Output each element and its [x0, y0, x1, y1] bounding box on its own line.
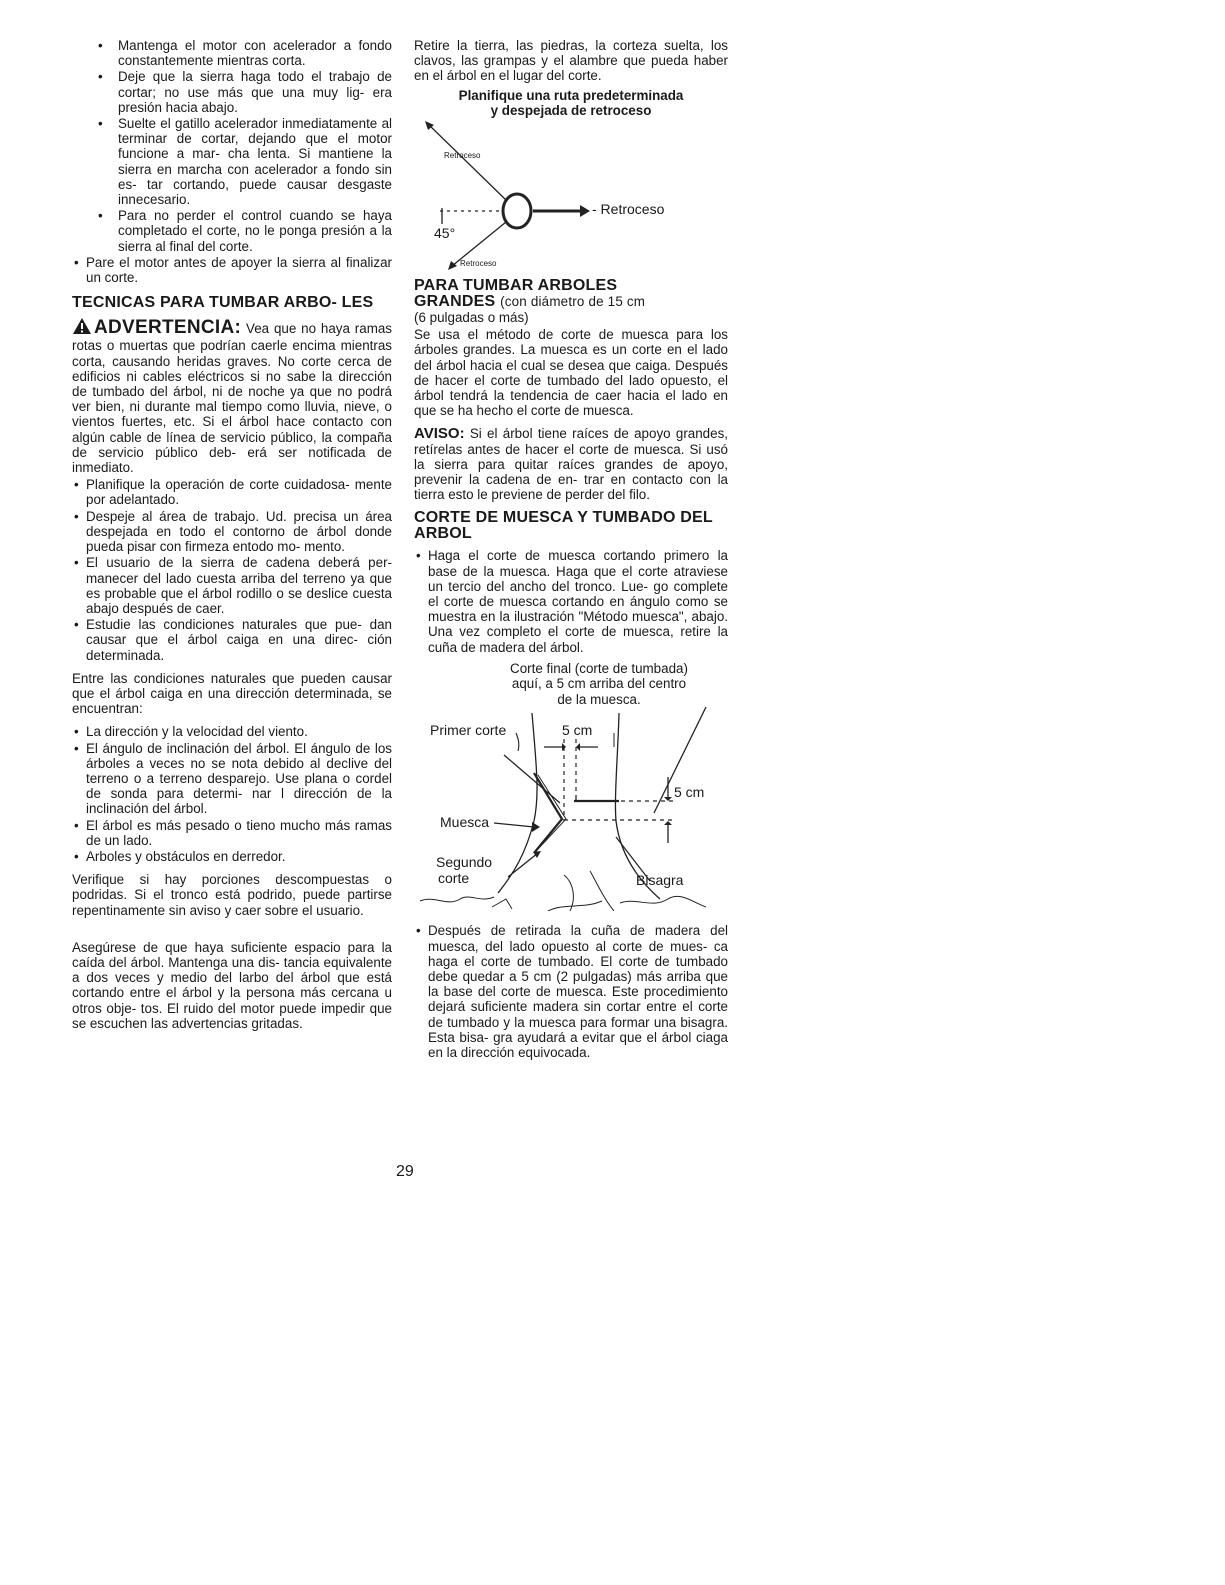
aviso-paragraph [414, 426, 728, 502]
conditions-bullets [72, 724, 392, 864]
page-number: 29 [396, 1163, 414, 1180]
warning-bullets [72, 477, 392, 662]
list-item: • Mantenga el motor con acelerador a fondo constantemente mientras corta. [98, 38, 392, 68]
corte-label: corte [438, 870, 470, 887]
list-item: • Estudie las condiciones naturales que pue- dan causar que el árbol caiga en una direc- ción determinada. [72, 617, 392, 663]
heading-grandes [414, 278, 728, 310]
retreat-plan-title-line-1: Planifique una ruta predeterminada [458, 87, 684, 103]
primer-corte-label: Primer corte [430, 722, 507, 739]
list-item: • Deje que la sierra haga todo el trabajo de cortar; no use más que una muy lig- era presión hacia abajo. [98, 69, 392, 115]
notch-caption-line-3: de la muesca. [557, 691, 641, 707]
warning-paragraph [72, 317, 392, 475]
list-item: • Después de retirada la cuña de madera del muesca, del lado opuesto al corte de mues- ca haga el corte de tumbado. El corte de tumbado debe quedar a 5 cm (2 pulgadas) más arriba que la base del corte de muesca. Este procedimiento dejará suficiente madera sin cortar entre el corte de tumbado y la muesca para formar una bisagra. Esta bisa- gra ayudará a evitar que el árbol ciaga en la dirección equivocada. [414, 923, 728, 1060]
muesca-label: Muesca [440, 814, 490, 831]
conditions-intro: Entre las condiciones naturales que pueden causar que el árbol caiga en una dirección determinada, se encuentran: [72, 670, 392, 717]
retreat-label-right: - Retroceso [592, 201, 665, 218]
list-item: • El árbol es más pesado o tieno mucho más ramas de un lado. [72, 818, 392, 848]
notch-caption-line-1: Corte final (corte de tumbada) [510, 660, 688, 676]
list-item: • Haga el corte de muesca cortando primero la base de la muesca. Haga que el corte atraviese un tercio del ancho del tronco. Lue- go complete el corte de muesca cortando en ángulo como se muestra en la ilustración "Método muesca", abajo. Una vez completo el corte de muesca, retire la cuña de madera del árbol. [414, 548, 728, 654]
retreat-angle-label: 45° [434, 225, 456, 242]
notch-felling-diagram [414, 703, 728, 911]
list-item: • El ángulo de inclinación del árbol. El ángulo de los árboles a veces no se nota debido al declive del terreno o a terreno desparejo. Use plana o cordel de sonda para determi- nar l dirección de la inclinación del árbol. [72, 741, 392, 817]
notch-caption-line-2: aquí, a 5 cm arriba del centro [511, 676, 687, 692]
segundo-label: Segundo [436, 854, 493, 871]
list-item: • Arboles y obstáculos en derredor. [72, 849, 392, 864]
retreat-plan-title-line-2: y despejada de retroceso [490, 102, 652, 118]
warning-text: Vea que no haya ramas rotas o muertas que podrían caerle encima mientras corta, causando heridas graves. No corte cerca de edificios ni cables eléctricos si no sabe la dirección de tumbado del árbol, ni de noche ya que no podrá ver bien, ni durante mal tiempo como lluvia, nieve, o vientos fuertes, etc. Si el árbol hace contacto con algún cable de línea de servicio público, la compaña de servicio público deb- erá ser notificada de inmediato. [72, 321, 392, 476]
five-cm-right-label: 5 cm [674, 784, 705, 801]
retreat-label-bottom: Retroceso [460, 259, 497, 269]
list-item: • Para no perder el control cuando se haya completado el corte, no le ponga presión a la sierra al final del corte. [98, 208, 392, 254]
warning-label: ADVERTENCIA: [94, 317, 242, 339]
heading-muesca: CORTE DE MUESCA Y TUMBADO DEL ARBOL [414, 509, 713, 543]
stop-bullet-list [72, 255, 392, 285]
asegurese-paragraph: Asegúrese de que haya suficiente espacio para la caída del árbol. Mantenga una dis- tancia equivalente a dos veces y medio del larbo del árbol que está cortando entre el árbol y la persona más cercana u otros obje- tos. El ruido del motor puede impedir que se escuchen las advertencias gritadas. [72, 939, 392, 1031]
heading-grandes-word: GRANDES [414, 293, 496, 311]
heading-grandes-line-1: PARA TUMBAR ARBOLES [414, 277, 618, 295]
operation-sub-bullets [72, 38, 392, 254]
list-item: • El usuario de la sierra de cadena deberá per- manecer del lado cuesta arriba del terreno ya que es probable que el árbol rodillo o se deslice cuesta abajo después de caer. [72, 555, 392, 616]
muesca-bullets [414, 548, 728, 654]
retire-paragraph: Retire la tierra, las piedras, la corteza suelta, los clavos, las grampas y el alambre que pueda haber en el árbol en el lugar del corte. [414, 38, 728, 84]
despues-bullets [414, 923, 728, 1060]
warning-triangle-icon [72, 317, 92, 338]
retreat-plan-title [414, 88, 728, 118]
list-item: • Planifique la operación de corte cuidadosa- mente por adelantado. [72, 477, 392, 507]
left-column [72, 38, 392, 1039]
right-column [414, 38, 728, 1061]
list-item: • Pare el motor antes de apoyer la sierra al finalizar un corte. [72, 255, 392, 285]
verifique-paragraph: Verifique si hay porciones descompuestas o podridas. Si el tronco está podrido, puede partirse repentinamente sin aviso y caer sobre el usuario. [72, 872, 392, 918]
grandes-diameter: (con diámetro de 15 cm [500, 294, 646, 310]
retreat-label-top: Retroceso [444, 151, 481, 161]
retreat-diagram-svg [414, 118, 728, 270]
five-cm-top-label: 5 cm [562, 722, 593, 739]
notch-figure-caption [470, 661, 728, 708]
list-item: • Despeje al área de trabajo. Ud. precisa un área despejada en todo el contorno de árbol donde pueda pisar con firmeza entodo mo- mento. [72, 509, 392, 555]
heading-grandes-line-2 [414, 294, 728, 310]
grandes-paragraph: Se usa el método de corte de muesca para los árboles grandes. La muesca es un corte en el lado del árbol hacia el cual se desea que caiga. Después de hacer el corte de tumbado del lado opuesto, el árbol tendrá la tendencia de caer hacia el lado en que se ha hecho el corte de muesca. [414, 327, 728, 419]
aviso-label: AVISO: [414, 425, 465, 443]
heading-tecnicas: TECNICAS PARA TUMBAR ARBO- LES [72, 294, 374, 312]
retreat-path-diagram [414, 118, 728, 270]
list-item: • Suelte el gatillo acelerador inmediatamente al terminar de cortar, dejando que el motor funcione a mar- cha lenta. Si mantiene la sierra en marcha con acelerador a fondo sin es- tar cortando, puede causar desgaste innecesario. [98, 116, 392, 207]
bisagra-label: Bisagra [636, 872, 684, 889]
grandes-diameter-inches: (6 pulgadas o más) [414, 310, 529, 326]
aviso-text: Si el árbol tiene raíces de apoyo grandes, retírelas antes de hacer el corte de muesca. Si usó la sierra para quitar raíces grandes de apoyo, prevenir la cadena de en- trar en contacto con la tierra esto le previene de perder del filo. [414, 426, 728, 503]
list-item: • La dirección y la velocidad del viento. [72, 724, 392, 739]
